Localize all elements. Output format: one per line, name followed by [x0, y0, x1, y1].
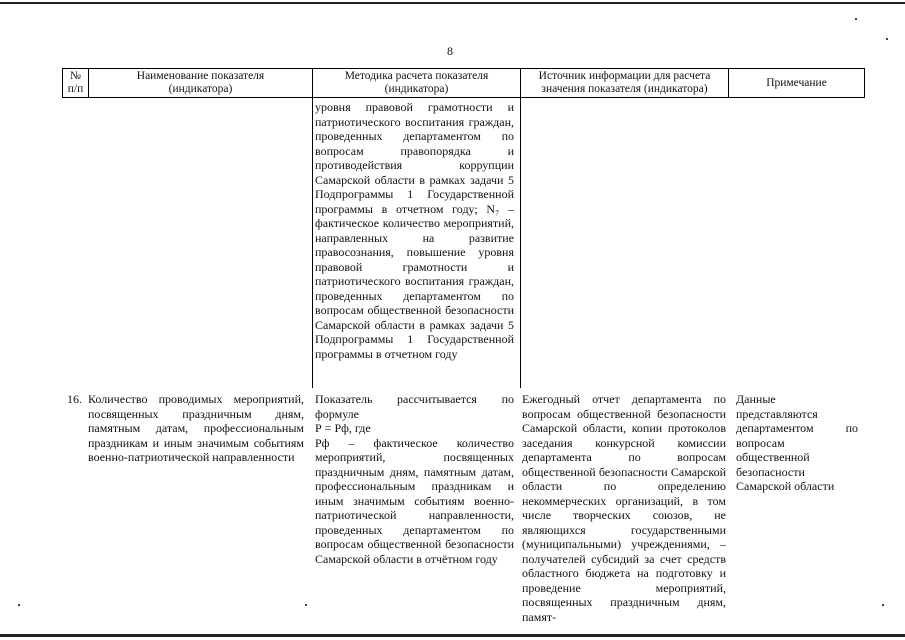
continued-methodology-cell: уровня правовой грамотности и патриотического воспитания граждан, проведенных департаментом по вопросам правопорядка и противодействия коррупции Самарской области в рамках задачи 5 Подпрограммы 1 Государственной программы в отчетном году; N₇ – фактическое количество мероприятий, направленных на развитие правосознания, повышение уровня правовой грамотности и патриотического воспитания граждан, проведенных департаментом по вопросам общественной безопасности Самарской области в рамках задачи 5 Подпрограммы 1 Государственной программы в отчетном году — [315, 100, 514, 361]
scan-speck — [855, 18, 857, 20]
page-number: 8 — [447, 44, 453, 58]
table-header — [62, 68, 865, 98]
methodology-intro: Показатель рассчитывается по формуле — [315, 392, 514, 421]
header-methodology-line1: Методика расчета показателя — [344, 70, 489, 82]
header-name-col — [89, 69, 313, 98]
bottom-border-line — [0, 634, 905, 637]
row-number: 16. — [67, 392, 82, 406]
header-number-line2: п/п — [67, 83, 84, 95]
scan-speck — [18, 604, 20, 606]
formula-text: Р = Рф, где — [315, 421, 371, 435]
header-note-col — [729, 69, 865, 98]
methodology-cell — [315, 392, 514, 566]
header-methodology-line2: (индикатора) — [384, 83, 449, 95]
indicator-name-cell: Количество проводимых мероприятий, посвященных праздничным дням, памятным датам, профессиональным праздникам и иным значимым событиям военно-патриотической направленности — [88, 392, 304, 464]
header-name-line1: Наименование показателя — [136, 70, 265, 82]
scan-speck — [305, 604, 307, 606]
header-source-col — [521, 69, 729, 98]
header-source-line2: значения показателя (индикатора) — [541, 83, 708, 95]
column-divider — [312, 98, 313, 388]
scan-speck — [882, 604, 884, 606]
header-number-col — [63, 69, 89, 98]
note-cell: Данные представляются департаментом по вопросам общественной безопасности Самарской области — [736, 392, 858, 493]
header-note-text: Примечание — [766, 76, 827, 89]
column-divider — [520, 98, 521, 388]
scan-speck — [886, 38, 888, 40]
header-methodology-col — [313, 69, 521, 98]
header-name-line2: (индикатора) — [168, 83, 233, 95]
methodology-description: Рф – фактическое количество мероприятий, посвященных праздничным дням, памятным датам, профессиональным праздникам и иным значимым событиям военно-патриотической направленности, проведенных департаментом по вопросам общественной безопасности Самарской области в отчётном году — [315, 435, 514, 566]
header-number-line1: № — [70, 70, 81, 82]
header-source-line1: Источник информации для расчета — [538, 70, 711, 82]
source-cell: Ежегодный отчет департамента по вопросам общественной безопасности Самарской области, копии протоколов заседания конкурсной комиссии департамента по вопросам общественной безопасности Самарской области по определению некоммерческих организаций, в том числе творческих союзов, не являющихся государственными (муниципальными) учреждениями, – получателей субсидий за счет средств областного бюджета на подготовку и проведение мероприятий, посвященных праздничным дням, памят- — [522, 392, 726, 624]
top-border-line — [0, 2, 905, 4]
